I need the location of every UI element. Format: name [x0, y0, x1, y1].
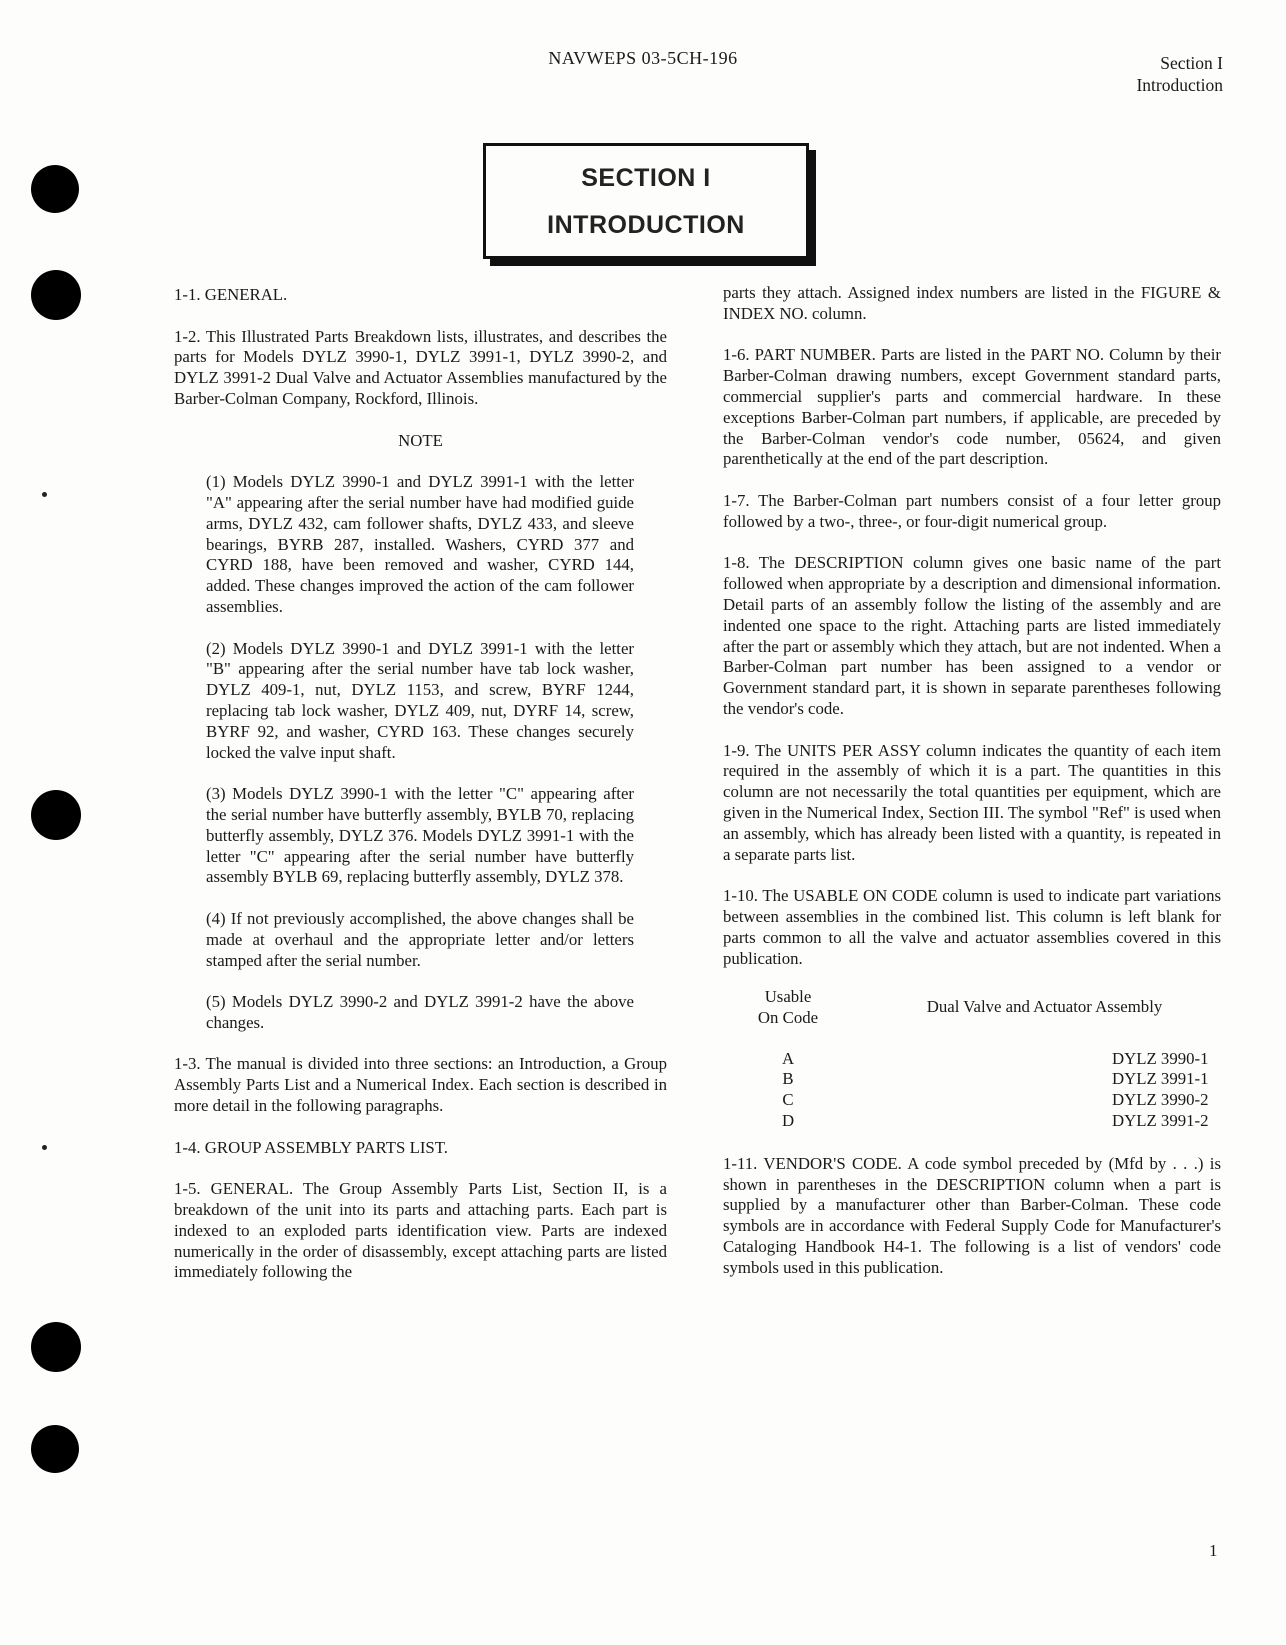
right-column: [723, 283, 1221, 1299]
section-title: SECTION I: [581, 164, 711, 192]
section-title-box: [483, 143, 809, 259]
table-cell-model: DYLZ 3990-1: [1112, 1048, 1209, 1068]
table-header-code-line1: Usable: [764, 987, 812, 1007]
left-column: [174, 285, 667, 1304]
table-cell-code: D: [781, 1111, 795, 1131]
section-subtitle: INTRODUCTION: [547, 211, 745, 239]
paragraph-1-1: 1-1. GENERAL.: [174, 285, 288, 304]
speck: [42, 492, 47, 497]
punch-hole: [31, 790, 81, 840]
table-cell-model: DYLZ 3990-2: [1112, 1090, 1209, 1110]
table-row: [723, 1069, 1221, 1090]
paragraph-1-2: 1-2. This Illustrated Parts Breakdown lists, illustrates, and describes the parts for Models DYLZ 3990-1, DYLZ 3991-1, DYLZ 3990-2, and DYLZ 3991-2 Dual Valve and Actuator Assemblies manufactured by the Barber-Colman Company, Rockford, Illinois.: [174, 326, 667, 408]
table-body: [723, 1049, 1221, 1132]
punch-hole: [31, 1425, 79, 1473]
note-item-3: (3) Models DYLZ 3990-1 with the letter "C" appearing after the serial number have butterfly assembly, BYLB 70, replacing butterfly assembly, DYLZ 376. Models DYLZ 3991-1 with the letter "C" appearing after the serial number have butterfly assembly BYLB 69, replacing butterfly assembly, DYLZ 378.: [206, 784, 634, 887]
paragraph-1-10: 1-10. The USABLE ON CODE column is used to indicate part variations between assemblies in the combined list. This column is left blank for parts common to all the valve and actuator assemblies covered in this publication.: [723, 886, 1221, 968]
table-cell-model: DYLZ 3991-2: [1112, 1111, 1209, 1131]
table-header-code: [708, 987, 868, 1029]
paragraph-1-6: 1-6. PART NUMBER. Parts are listed in the PART NO. Column by their Barber-Colman drawing numbers, except Government standard parts, commercial supplier's parts and commercial hardware. In these exceptions Barber-Colman part numbers, if applicable, are preceded by the Barber-Colman vendor's code number, 05624, and given parenthetically at the end of the part description.: [723, 345, 1221, 469]
note-item-1: (1) Models DYLZ 3990-1 and DYLZ 3991-1 with the letter "A" appearing after the serial number have had modified guide arms, DYLZ 432, cam follower shafts, DYLZ 433, and sleeve bearings, BYRB 287, installed. Washers, CYRD 377 and CYRD 188, have been removed and washer, CYRD 144, added. These changes improved the action of the cam follower assemblies.: [206, 472, 634, 616]
page-number: 1: [1209, 1541, 1218, 1560]
note-heading: NOTE: [398, 430, 443, 450]
paragraph-1-4: 1-4. GROUP ASSEMBLY PARTS LIST.: [174, 1137, 448, 1157]
table-header-assembly: Dual Valve and Actuator Assembly: [926, 997, 1163, 1017]
section-header: [1136, 52, 1223, 96]
note-item-4: (4) If not previously accomplished, the above changes shall be made at overhaul and the appropriate letter and/or letters stamped after the serial number.: [206, 908, 634, 970]
subsection-label: Introduction: [1136, 75, 1223, 95]
paragraph-1-11: 1-11. VENDOR'S CODE. A code symbol preceded by (Mfd by . . .) is shown in parentheses in the DESCRIPTION column when a part is supplied by a manufacturer other than Barber-Colman. These code symbols are in accordance with Federal Supply Code for Manufacturer's Cataloging Handbook H4-1. The following is a list of vendors' code symbols used in this publication.: [723, 1153, 1221, 1277]
punch-hole: [31, 270, 81, 320]
paragraph-1-9: 1-9. The UNITS PER ASSY column indicates the quantity of each item required in the assembly of which it is a part. The quantities in this column are not necessarily the total quantities per equipment, which are given in the Numerical Index, Section III. The symbol "Ref" is used when an assembly, which has already been listed with a quantity, is repeated in a separate parts list.: [723, 740, 1221, 864]
paragraph-1-3: 1-3. The manual is divided into three sections: an Introduction, a Group Assembly Parts List and a Numerical Index. Each section is described in more detail in the following paragraphs.: [174, 1054, 667, 1116]
speck: [42, 1145, 47, 1150]
paragraph-1-8: 1-8. The DESCRIPTION column gives one basic name of the part followed when appropriate by a description and dimensional information. Detail parts of an assembly follow the listing of the assembly and are indented one space to the right. Attaching parts are listed immediately after the part or assembly which they attach, but are not indented. When a Barber-Colman part number has been assigned to a vendor or Government standard part, it is shown in separate parentheses following the vendor's code.: [723, 553, 1221, 718]
table-cell-code: A: [781, 1048, 795, 1068]
punch-hole: [31, 165, 79, 213]
table-header-code-line2: On Code: [757, 1007, 819, 1027]
usable-code-table: [723, 987, 1221, 1132]
paragraph-1-5: 1-5. GENERAL. The Group Assembly Parts List, Section II, is a breakdown of the unit into its parts and attaching parts. Each part is indexed to an exploded parts identification view. Parts are indexed numerically in the order of disassembly, except attaching parts are listed immediately following the: [174, 1179, 667, 1282]
table-row: [723, 1111, 1221, 1132]
section-label: Section I: [1160, 53, 1223, 73]
note-item-2: (2) Models DYLZ 3990-1 and DYLZ 3991-1 with the letter "B" appearing after the serial number have tab lock washer, DYLZ 409-1, nut, DYLZ 1153, and screw, BYRF 1244, replacing tab lock washer, DYLZ 409, nut, DYRF 14, screw, BYRF 92, and washer, CYRD 163. These changes securely locked the valve input shaft.: [206, 638, 634, 762]
note-item-5: (5) Models DYLZ 3990-2 and DYLZ 3991-2 have the above changes.: [206, 992, 634, 1032]
table-row: [723, 1090, 1221, 1111]
paragraph-1-7: 1-7. The Barber-Colman part numbers consist of a four letter group followed by a two-, three-, or four-digit numerical group.: [723, 490, 1221, 531]
punch-hole: [31, 1322, 81, 1372]
paragraph-1-5-cont: parts they attach. Assigned index numbers are listed in the FIGURE & INDEX NO. column.: [723, 283, 1221, 323]
table-cell-code: B: [782, 1069, 794, 1089]
table-cell-code: C: [782, 1090, 794, 1110]
doc-number: NAVWEPS 03-5CH-196: [548, 48, 738, 68]
table-header: [723, 987, 1221, 1029]
table-row: [723, 1049, 1221, 1070]
table-cell-model: DYLZ 3991-1: [1112, 1069, 1209, 1089]
